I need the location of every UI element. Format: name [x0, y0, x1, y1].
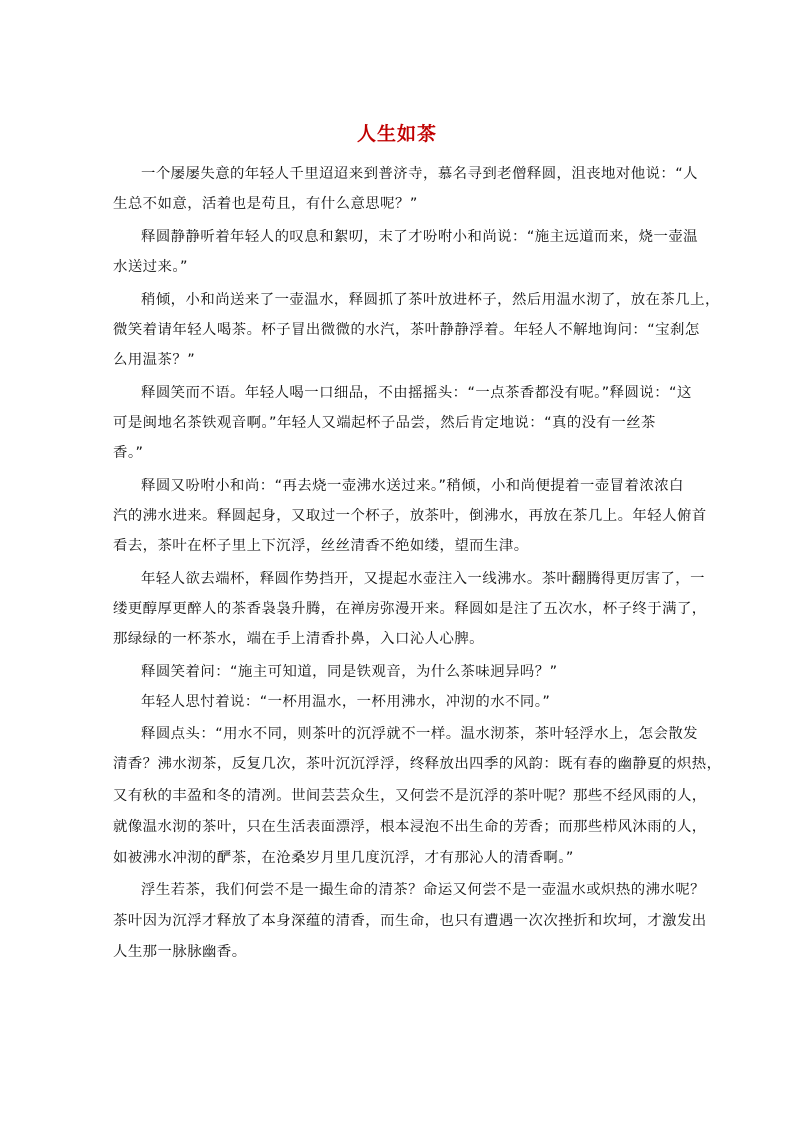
- paragraph-line: 可是闽地名茶铁观音啊。”年轻人又端起杯子品尝，然后肯定地说：“真的没有一丝茶: [113, 415, 656, 431]
- paragraph-line: 茶叶因为沉浮才释放了本身深蕴的清香，而生命，也只有遭遇一次次挫折和坎坷，才激发出: [113, 913, 707, 929]
- paragraph-line: 微笑着请年轻人喝茶。杯子冒出微微的水汽，茶叶静静浮着。年轻人不解地询问：“宝刹怎: [113, 322, 700, 338]
- paragraph-line: 就像温水沏的茶叶，只在生活表面漂浮，根本浸泡不出生命的芳香；而那些栉风沐雨的人，: [113, 819, 707, 835]
- paragraph-line: 又有秋的丰盈和冬的清冽。世间芸芸众生，又何尝不是沉浮的茶叶呢？那些不经风雨的人，: [113, 788, 707, 804]
- paragraph-line: 如被沸水冲沏的酽茶，在沧桑岁月里几度沉浮，才有那沁人的清香啊。”: [113, 850, 574, 866]
- paragraph-line: 水送过来。”: [113, 259, 188, 275]
- paragraph-line: 那绿绿的一杯茶水，端在手上清香扑鼻，入口沁人心脾。: [113, 631, 485, 647]
- paragraph-line: 香。”: [113, 445, 144, 461]
- paragraph-line: 稍倾，小和尚送来了一壶温水，释圆抓了茶叶放进杯子，然后用温水沏了，放在茶几上，: [141, 292, 720, 308]
- paragraph-line: 释圆静静听着年轻人的叹息和絮叨，末了才吩咐小和尚说：“施主远道而来，烧一壶温: [141, 229, 699, 245]
- paragraph-line: 释圆点头：“用水不同，则茶叶的沉浮就不一样。温水沏茶，茶叶轻浮水上，怎会散发: [141, 726, 699, 742]
- paragraph-line: 人生那一脉脉幽香。: [113, 944, 247, 960]
- paragraph-line: 生总不如意，活着也是苟且，有什么意思呢？”: [113, 196, 418, 212]
- paragraph-line: 释圆又吩咐小和尚：“再去烧一壶沸水送过来。”稍倾，小和尚便提着一壶冒着浓浓白: [141, 478, 684, 494]
- page-title: 人生如茶: [356, 123, 437, 145]
- paragraph-line: 年轻人思忖着说：“一杯用温水，一杯用沸水，冲沏的水不同。”: [141, 694, 551, 710]
- paragraph-line: 么用温茶？”: [113, 352, 196, 368]
- paragraph-line: 一个屡屡失意的年轻人千里迢迢来到普济寺，慕名寻到老僧释圆，沮丧地对他说：“人: [141, 166, 699, 182]
- paragraph-line: 汽的沸水进来。释圆起身，又取过一个杯子，放茶叶，倒沸水，再放在茶几上。年轻人俯首: [113, 508, 707, 524]
- paragraph-line: 浮生若茶，我们何尝不是一撮生命的清茶？命运又何尝不是一壶温水或炽热的沸水呢？: [141, 882, 705, 898]
- paragraph-line: 释圆笑着问：“施主可知道，同是铁观音，为什么茶味迥异吗？”: [141, 664, 558, 680]
- paragraph-line: 年轻人欲去端杯，释圆作势挡开，又提起水壶注入一线沸水。茶叶翻腾得更厉害了，一: [141, 571, 705, 587]
- paragraph-line: 缕更醇厚更醉人的茶香袅袅升腾，在禅房弥漫开来。释圆如是注了五次水，杯子终于满了，: [113, 601, 707, 617]
- paragraph-line: 释圆笑而不语。年轻人喝一口细品，不由摇摇头：“一点茶香都没有呢。”释圆说：“这: [141, 385, 692, 401]
- paragraph-line: 清香？沸水沏茶，反复几次，茶叶沉沉浮浮，终释放出四季的风韵：既有春的幽静夏的炽热，: [113, 756, 722, 772]
- paragraph-line: 看去，茶叶在杯子里上下沉浮，丝丝清香不绝如缕，望而生津。: [113, 538, 529, 554]
